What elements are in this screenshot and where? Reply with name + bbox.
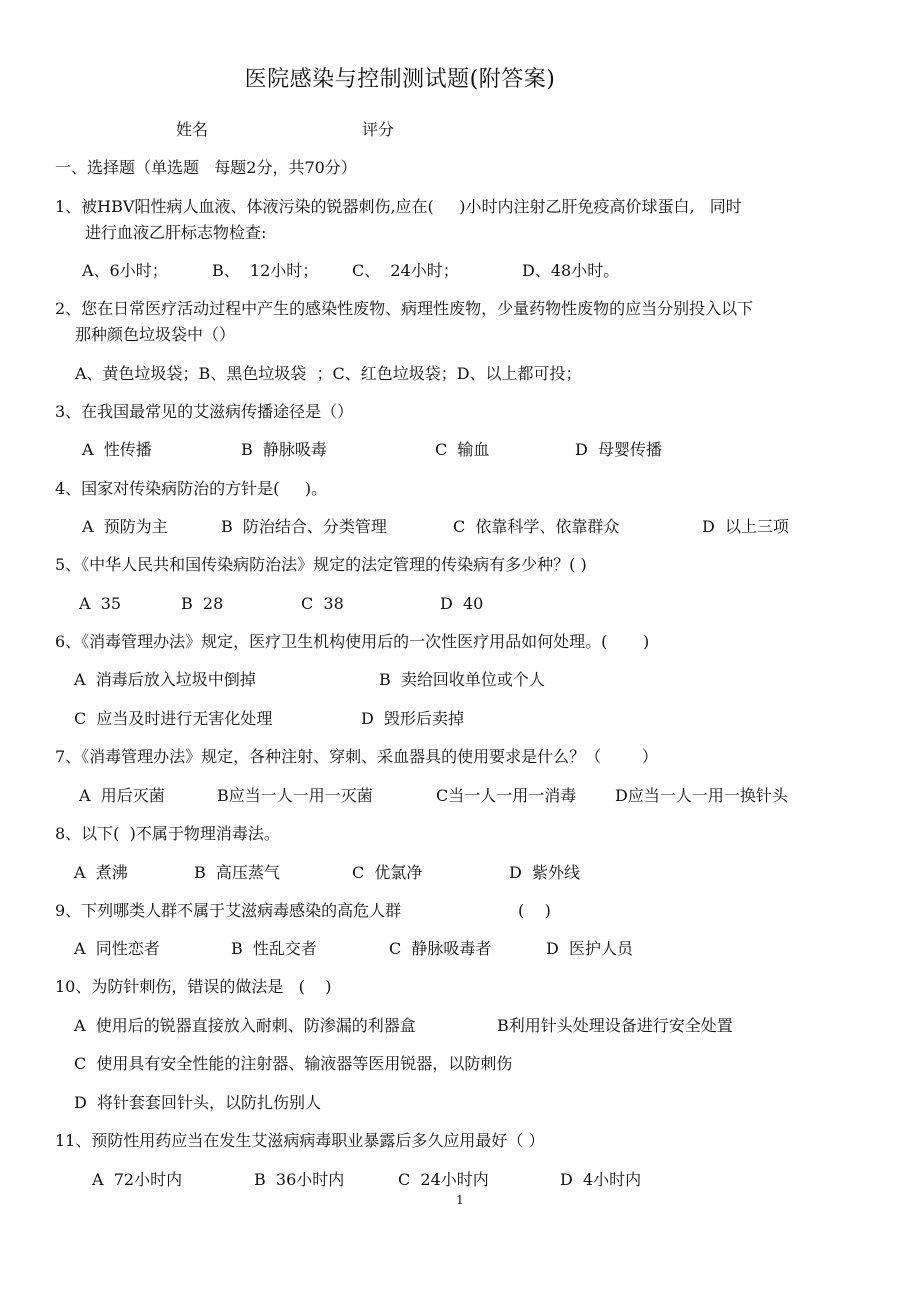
question-1-line2: 进行血液乙肝标志物检查:	[85, 223, 267, 242]
q3-option-a: A 性传播	[82, 440, 152, 459]
question-5: 5、《中华人民共和国传染病防治法》规定的法定管理的传染病有多少种？( )	[55, 555, 587, 574]
q8-option-b: B 高压蒸气	[194, 863, 280, 882]
q6-option-b: B 卖给回收单位或个人	[379, 670, 545, 689]
q7-option-c: C当一人一用一消毒	[436, 786, 577, 805]
q5-option-b: B 28	[181, 594, 224, 613]
question-4: 4、国家对传染病防治的方针是( )。	[55, 479, 328, 498]
q6-option-d: D 毁形后卖掉	[361, 709, 465, 728]
q11-option-a: A 72小时内	[92, 1170, 183, 1189]
q11-option-c: C 24小时内	[398, 1170, 489, 1189]
document-title: 医院感染与控制测试题(附答案)	[244, 67, 556, 92]
q9-option-c: C 静脉吸毒者	[389, 939, 492, 958]
question-8: 8、以下( )不属于物理消毒法。	[55, 824, 280, 843]
question-2-line2: 那种颜色垃圾袋中（）	[75, 325, 236, 344]
q4-option-c: C 依靠科学、依靠群众	[453, 517, 620, 536]
question-6: 6、《消毒管理办法》规定，医疗卫生机构使用后的一次性医疗用品如何处理。( )	[55, 632, 650, 651]
q11-option-b: B 36小时内	[254, 1170, 345, 1189]
q1-option-c: C、 24小时；	[352, 261, 459, 280]
question-3: 3、在我国最常见的艾滋病传播途径是（）	[55, 402, 354, 421]
q7-option-d: D应当一人一用一换针头	[615, 786, 788, 805]
q1-option-a: A、6小时；	[82, 261, 168, 280]
q4-option-b: B 防治结合、分类管理	[221, 517, 387, 536]
q10-option-c: C 使用具有安全性能的注射器、输液器等医用锐器，以防刺伤	[74, 1054, 513, 1073]
page-number: 1	[456, 1193, 464, 1207]
q5-option-a: A 35	[79, 594, 122, 613]
question-10: 10、为防针刺伤，错误的做法是 ( )	[55, 977, 332, 996]
q8-option-d: D 紫外线	[509, 863, 581, 882]
question-7: 7、《消毒管理办法》规定，各种注射、穿刺、采血器具的使用要求是什么？（ ）	[55, 747, 658, 766]
name-label: 姓名	[176, 120, 209, 139]
q3-option-c: C 输血	[435, 440, 490, 459]
q8-option-a: A 煮沸	[74, 863, 128, 882]
q9-option-d: D 医护人员	[546, 939, 634, 958]
q9-option-a: A 同性恋者	[74, 939, 160, 958]
q5-option-c: C 38	[301, 594, 344, 613]
section-heading: 一、选择题（单选题 每题2分，共70分）	[55, 158, 357, 177]
q10-option-d: D 将针套套回针头，以防扎伤别人	[74, 1093, 322, 1112]
q5-option-d: D 40	[440, 594, 484, 613]
score-label: 评分	[362, 120, 395, 139]
q10-option-a: A 使用后的锐器直接放入耐刺、防渗漏的利器盒	[74, 1016, 416, 1035]
q4-option-a: A 预防为主	[82, 517, 168, 536]
q7-option-b: B应当一人一用一灭菌	[217, 786, 373, 805]
q1-option-b: B、 12小时；	[212, 261, 319, 280]
q1-option-d: D、48小时。	[522, 261, 620, 280]
q4-option-d: D 以上三项	[702, 517, 790, 536]
q7-option-a: A 用后灭菌	[79, 786, 165, 805]
q6-option-c: C 应当及时进行无害化处理	[74, 709, 273, 728]
q9-option-b: B 性乱交者	[231, 939, 317, 958]
q11-option-d: D 4小时内	[560, 1170, 642, 1189]
q2-options: A、黄色垃圾袋；B、黑色垃圾袋 ；C、红色垃圾袋；D、以上都可投；	[75, 364, 582, 383]
q6-option-a: A 消毒后放入垃圾中倒掉	[74, 670, 256, 689]
question-1-line1: 1、被HBV阳性病人血液、体液污染的锐器刺伤,应在( )小时内注射乙肝免疫高价球蛋白, 同时	[55, 197, 742, 216]
question-9: 9、下列哪类人群不属于艾滋病毒感染的高危人群	[55, 901, 402, 920]
question-9-paren: ( )	[518, 901, 551, 920]
question-2-line1: 2、您在日常医疗活动过程中产生的感染性废物、病理性废物，少量药物性废物的应当分别投入以下	[55, 299, 754, 318]
q10-option-b: B利用针头处理设备进行安全处置	[497, 1016, 733, 1035]
q3-option-d: D 母婴传播	[575, 440, 663, 459]
q8-option-c: C 优氯净	[352, 863, 423, 882]
question-11: 11、预防性用药应当在发生艾滋病病毒职业暴露后多久应用最好（ ）	[55, 1131, 545, 1150]
q3-option-b: B 静脉吸毒	[241, 440, 327, 459]
